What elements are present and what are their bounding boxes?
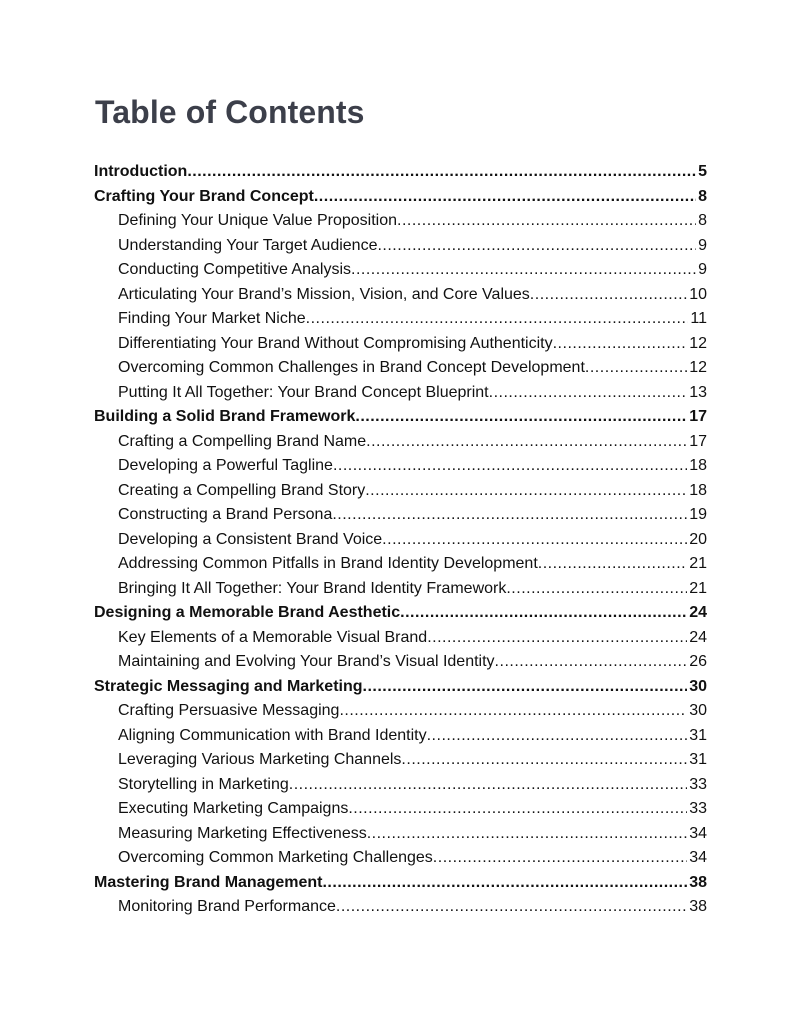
toc-entry-title: Developing a Powerful Tagline xyxy=(118,457,333,474)
toc-section-entry[interactable] xyxy=(94,209,707,234)
toc-dot-leader xyxy=(377,234,696,259)
toc-dot-leader xyxy=(339,699,687,724)
toc-dot-leader xyxy=(351,258,696,283)
toc-entry-title: Aligning Communication with Brand Identity xyxy=(118,726,427,744)
toc-page-number: 8 xyxy=(698,212,707,229)
toc-dot-leader xyxy=(553,332,688,357)
toc-entry-title: Finding Your Market Niche xyxy=(118,310,306,327)
toc-dot-leader xyxy=(401,748,687,773)
toc-entry-title: Executing Marketing Campaigns xyxy=(118,800,349,817)
toc-section-entry[interactable] xyxy=(94,430,707,455)
toc-entry-title: Creating a Compelling Brand Story xyxy=(118,481,366,499)
toc-section-entry[interactable] xyxy=(94,822,707,847)
toc-section-entry[interactable] xyxy=(94,528,707,553)
toc-entry-title: Monitoring Brand Performance xyxy=(118,898,336,915)
toc-dot-leader xyxy=(348,797,687,822)
toc-entry-title: Measuring Marketing Effectiveness xyxy=(118,824,367,842)
toc-dot-leader xyxy=(363,675,688,700)
toc-entry-title: Mastering Brand Management xyxy=(94,873,323,891)
toc-section-entry[interactable] xyxy=(94,846,707,871)
toc-entry-title: Crafting Persuasive Messaging xyxy=(118,702,340,719)
toc-entry-title: Understanding Your Target Audience xyxy=(118,236,378,254)
toc-entry-title: Articulating Your Brand’s Mission, Vision, and Core Values xyxy=(118,285,530,303)
toc-page-number: 34 xyxy=(689,849,707,866)
toc-section-entry[interactable] xyxy=(94,381,707,406)
toc-dot-leader xyxy=(365,479,687,504)
toc-section-entry[interactable] xyxy=(94,626,707,651)
toc-section-entry[interactable] xyxy=(94,332,707,357)
toc-section-entry[interactable] xyxy=(94,307,707,332)
toc-entry-title: Overcoming Common Challenges in Brand Concept Development xyxy=(118,359,585,376)
toc-section-entry[interactable] xyxy=(94,577,707,602)
toc-chapter-entry[interactable] xyxy=(94,601,707,626)
toc-section-entry[interactable] xyxy=(94,454,707,479)
toc-page-number: 30 xyxy=(689,677,707,695)
toc-dot-leader xyxy=(289,773,687,798)
toc-chapter-entry[interactable] xyxy=(94,405,707,430)
toc-entry-title: Overcoming Common Marketing Challenges xyxy=(118,849,433,866)
toc-page-number: 21 xyxy=(689,555,707,572)
toc-page-number: 24 xyxy=(689,604,707,621)
toc-entry-title: Conducting Competitive Analysis xyxy=(118,261,352,278)
toc-dot-leader xyxy=(366,430,687,455)
toc-dot-leader xyxy=(427,724,688,749)
toc-section-entry[interactable] xyxy=(94,258,707,283)
toc-dot-leader xyxy=(400,601,687,626)
toc-section-entry[interactable] xyxy=(94,650,707,675)
toc-entry-title: Bringing It All Together: Your Brand Identity Framework xyxy=(118,579,507,597)
toc-entry-title: Crafting a Compelling Brand Name xyxy=(118,432,367,450)
toc-entry-title: Maintaining and Evolving Your Brand’s Visual Identity xyxy=(118,653,495,670)
toc-entry-title: Key Elements of a Memorable Visual Brand xyxy=(118,628,428,646)
toc-page-number: 30 xyxy=(689,702,707,719)
toc-entry-title: Constructing a Brand Persona xyxy=(118,506,333,523)
toc-section-entry[interactable] xyxy=(94,773,707,798)
toc-page-number: 13 xyxy=(689,383,707,401)
toc-dot-leader xyxy=(333,454,687,479)
toc-dot-leader xyxy=(314,185,696,210)
toc-entry-title: Building a Solid Brand Framework xyxy=(94,408,356,425)
toc-chapter-entry[interactable] xyxy=(94,675,707,700)
toc-entry-title: Differentiating Your Brand Without Compromising Authenticity xyxy=(118,334,553,352)
toc-page-number: 19 xyxy=(689,506,707,523)
toc-entry-title: Strategic Messaging and Marketing xyxy=(94,677,363,695)
toc-dot-leader xyxy=(585,356,687,381)
toc-page-number: 12 xyxy=(689,334,707,352)
toc-page-number: 24 xyxy=(689,628,707,646)
toc-entry-title: Storytelling in Marketing xyxy=(118,775,289,793)
toc-section-entry[interactable] xyxy=(94,699,707,724)
toc-dot-leader xyxy=(187,160,696,185)
toc-entry-title: Defining Your Unique Value Proposition xyxy=(118,212,398,229)
toc-dot-leader xyxy=(506,577,687,602)
toc-dot-leader xyxy=(495,650,688,675)
toc-page-number: 26 xyxy=(689,653,707,670)
toc-page-number: 38 xyxy=(689,898,707,915)
toc-page-number: 5 xyxy=(698,163,707,180)
toc-dot-leader xyxy=(322,871,687,896)
toc-section-entry[interactable] xyxy=(94,797,707,822)
toc-entry-title: Putting It All Together: Your Brand Concept Blueprint xyxy=(118,383,489,401)
toc-dot-leader xyxy=(397,209,696,234)
toc-page-number: 18 xyxy=(689,481,707,499)
toc-entry-title: Designing a Memorable Brand Aesthetic xyxy=(94,604,401,621)
toc-page-number: 9 xyxy=(698,261,707,278)
toc-page-number: 9 xyxy=(698,236,707,254)
toc-entry-title: Addressing Common Pitfalls in Brand Identity Development xyxy=(118,555,538,572)
toc-entry-title: Crafting Your Brand Concept xyxy=(94,187,314,205)
toc-page-number: 33 xyxy=(689,775,707,793)
toc-dot-leader xyxy=(367,822,687,847)
toc-page-number: 12 xyxy=(689,359,707,376)
toc-dot-leader xyxy=(427,626,687,651)
toc-chapter-entry[interactable] xyxy=(94,871,707,896)
page-title: Table of Contents xyxy=(95,94,365,130)
toc-page-number: 34 xyxy=(689,824,707,842)
toc-dot-leader xyxy=(382,528,687,553)
toc-page-number: 21 xyxy=(689,579,707,597)
toc-entry-title: Introduction xyxy=(94,163,188,180)
toc-page-number: 38 xyxy=(689,873,707,891)
toc-page-number: 20 xyxy=(689,530,707,548)
toc-section-entry[interactable] xyxy=(94,748,707,773)
toc-dot-leader xyxy=(336,895,687,920)
table-of-contents xyxy=(94,160,707,920)
toc-section-entry[interactable] xyxy=(94,552,707,577)
toc-page-number: 11 xyxy=(690,310,707,327)
toc-page-number: 10 xyxy=(689,285,707,303)
toc-dot-leader xyxy=(433,846,687,871)
toc-dot-leader xyxy=(306,307,689,332)
toc-dot-leader xyxy=(489,381,688,406)
toc-dot-leader xyxy=(332,503,687,528)
toc-page-number: 17 xyxy=(689,408,707,425)
toc-page-number: 17 xyxy=(689,432,707,450)
toc-page-number: 18 xyxy=(689,457,707,474)
toc-section-entry[interactable] xyxy=(94,479,707,504)
toc-page-number: 31 xyxy=(689,726,707,744)
toc-dot-leader xyxy=(355,405,687,430)
toc-section-entry[interactable] xyxy=(94,895,707,920)
toc-chapter-entry[interactable] xyxy=(94,185,707,210)
toc-dot-leader xyxy=(538,552,687,577)
toc-page-number: 8 xyxy=(698,187,707,205)
toc-section-entry[interactable] xyxy=(94,234,707,259)
toc-entry-title: Leveraging Various Marketing Channels xyxy=(118,751,402,768)
toc-page-number: 33 xyxy=(689,800,707,817)
toc-section-entry[interactable] xyxy=(94,283,707,308)
toc-entry-title: Developing a Consistent Brand Voice xyxy=(118,530,383,548)
toc-section-entry[interactable] xyxy=(94,356,707,381)
toc-dot-leader xyxy=(530,283,687,308)
toc-chapter-entry[interactable] xyxy=(94,160,707,185)
toc-section-entry[interactable] xyxy=(94,503,707,528)
toc-section-entry[interactable] xyxy=(94,724,707,749)
toc-page-number: 31 xyxy=(689,751,707,768)
